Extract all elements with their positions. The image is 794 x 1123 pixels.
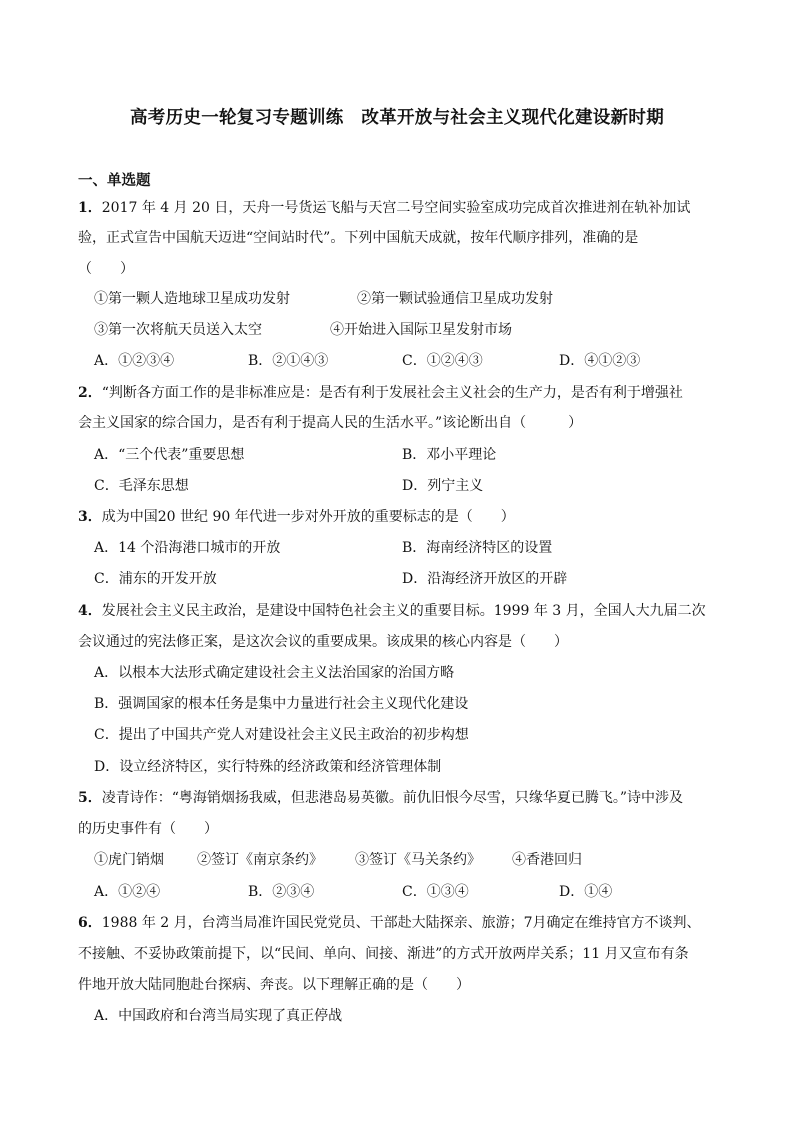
question-number: 2． [78, 385, 102, 401]
question-4-option-a: A．以根本大法形式确定建设社会主义法治国家的治国方略 [94, 665, 455, 681]
question-5-item-3: ③签订《马关条约》 [355, 852, 481, 868]
question-6-line-3: 件地开放大陆同胞赴台探病、奔丧。以下理解正确的是（ ） [78, 977, 470, 993]
question-2-line-1: 2．“判断各方面工作的是非标准应是：是否有利于发展社会主义社会的生产力，是否有利于增强社 [78, 385, 683, 401]
question-number: 5． [78, 790, 102, 806]
question-5-option-c: C．①③④ [402, 884, 469, 900]
question-2-option-d: D．列宁主义 [402, 478, 484, 494]
question-2-option-a: A．“三个代表”重要思想 [94, 447, 245, 463]
question-5-line-2: 的历史事件有（ ） [78, 821, 218, 837]
question-5-option-a: A．①②④ [94, 884, 161, 900]
question-4-option-d: D．设立经济特区，实行特殊的经济政策和经济管理体制 [94, 759, 442, 775]
question-1-option-b: B．②①④③ [248, 353, 329, 369]
question-5-item-2: ②签订《南京条约》 [197, 852, 323, 868]
question-5-item-1: ①虎门销烟 [94, 852, 164, 868]
question-5-line-1: 5．凌青诗作：“粤海销烟扬我威，但悲港岛易英徽。前仇旧恨今尽雪，只缘华夏已腾飞。”诗中涉及 [78, 790, 684, 806]
page-title: 高考历史一轮复习专题训练 改革开放与社会主义现代化建设新时期 [130, 108, 664, 128]
question-3-option-a: A．14 个沿海港口城市的开放 [94, 540, 281, 556]
question-5-option-b: B．②③④ [248, 884, 315, 900]
section-heading: 一、单选题 [78, 173, 151, 189]
question-3-option-c: C．浦东的开发开放 [94, 571, 217, 587]
question-number: 1． [78, 200, 102, 216]
question-1-line-1: 1．2017 年 4 月 20 日，天舟一号货运飞船与天宫二号空间实验室成功完成首次推进剂在轨补加试 [78, 200, 691, 216]
question-1-line-2: 验，正式宣告中国航天迈进“空间站时代”。下列中国航天成就，按年代顺序排列，准确的是 [78, 230, 639, 246]
question-1-item-3: ③第一次将航天员送入太空 [94, 322, 262, 338]
question-1-line-3: （ ） [78, 261, 134, 277]
question-3-option-b: B．海南经济特区的设置 [402, 540, 553, 556]
question-4-line-2: 会议通过的宪法修正案，是这次会议的重要成果。该成果的核心内容是（ ） [78, 634, 568, 650]
question-1-item-1: ①第一颗人造地球卫星成功发射 [94, 291, 290, 307]
question-2-line-2: 会主义国家的综合国力，是否有利于提高人民的生活水平。”该论断出自（ ） [78, 415, 583, 431]
question-5-option-d: D．①④ [559, 884, 613, 900]
question-4-line-1: 4．发展社会主义民主政治，是建设中国特色社会主义的重要目标。1999 年 3 月，全国人大九届二次 [78, 603, 706, 619]
question-1-item-4: ④开始进入国际卫星发射市场 [330, 322, 512, 338]
question-2-option-b: B．邓小平理论 [402, 447, 497, 463]
question-6-option-a: A．中国政府和台湾当局实现了真正停战 [94, 1008, 343, 1024]
question-1-option-c: C．①②④③ [402, 353, 483, 369]
question-1-option-a: A．①②③④ [94, 353, 175, 369]
question-4-option-c: C．提出了中国共产党人对建设社会主义民主政治的初步构想 [94, 727, 469, 743]
question-3-option-d: D．沿海经济开放区的开辟 [402, 571, 568, 587]
question-6-line-1: 6．1988 年 2 月，台湾当局准许国民党党员、干部赴大陆探亲、旅游；7月确定在维持官方不谈判、 [78, 915, 701, 931]
question-5-item-4: ④香港回归 [512, 852, 582, 868]
question-1-option-d: D．④①②③ [559, 353, 641, 369]
question-number: 3． [78, 509, 102, 525]
question-number: 6． [78, 915, 102, 931]
question-3-line-1: 3．成为中国20 世纪 90 年代进一步对外开放的重要标志的是（ ） [78, 509, 515, 525]
question-number: 4． [78, 603, 102, 619]
question-2-option-c: C．毛泽东思想 [94, 478, 189, 494]
question-1-item-2: ②第一颗试验通信卫星成功发射 [357, 291, 553, 307]
question-4-option-b: B．强调国家的根本任务是集中力量进行社会主义现代化建设 [94, 696, 469, 712]
question-6-line-2: 不接触、不妥协政策前提下，以“民间、单向、间接、渐进”的方式开放两岸关系；11 月又宣布有条 [78, 946, 689, 962]
